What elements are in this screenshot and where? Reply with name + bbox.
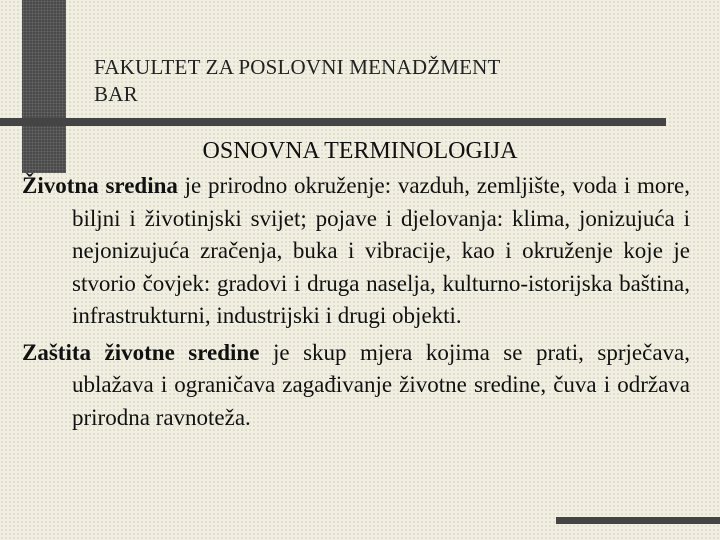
definition-paragraph	[22, 170, 690, 333]
definition-text: je skup mjera kojima se prati, sprječava, ublažava i ograničava zagađivanje životne sredine, čuva i održava prirodna ravnoteža.	[72, 339, 690, 430]
decorative-bottom-bar	[556, 517, 720, 524]
slide-heading: OSNOVNA TERMINOLOGIJA	[202, 138, 518, 164]
definition-term: Zaštita životne sredine	[22, 339, 260, 365]
header-rule	[0, 118, 666, 126]
header-title-line-2: BAR	[94, 82, 138, 106]
header-title	[94, 54, 614, 108]
header-title-line-1: FAKULTET ZA POSLOVNI MENADŽMENT	[94, 55, 501, 79]
definition-term: Životna sredina	[22, 173, 178, 198]
definition-text: je prirodno okruženje: vazduh, zemljište, voda i more, biljni i životinjski svijet; pojave i djelovanja: klima, jonizujuća i nejonizujuća zračenja, buka i vibracije, kao i okruženje koje je stvorio čovjek: gradovi i druga naselja, kulturno-istorijska baština, infrastrukturni, industrijski i drugi objekti.	[72, 173, 690, 328]
definition-paragraph	[22, 337, 690, 435]
slide-content	[22, 170, 690, 438]
